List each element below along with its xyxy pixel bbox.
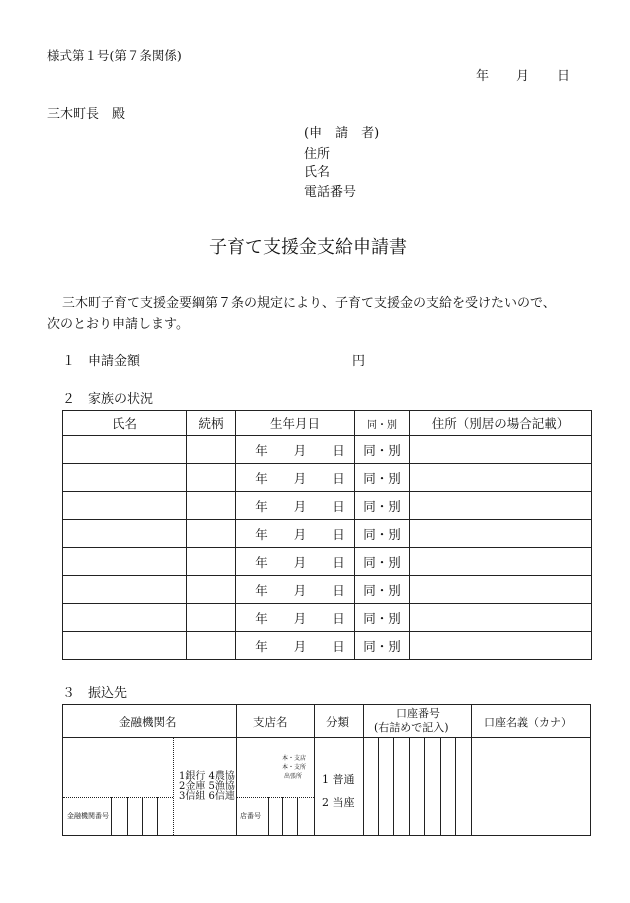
form-number: 様式第１号(第７条関係): [47, 48, 182, 63]
section2-label: ２ 家族の状況: [62, 392, 154, 407]
relationship-cell[interactable]: [187, 464, 236, 492]
birth-day-label: 日: [332, 442, 345, 458]
table-row: [63, 464, 592, 492]
header-account-holder: 口座名義（カナ）: [484, 716, 572, 729]
account-digit-box-3[interactable]: [409, 737, 410, 835]
name-cell[interactable]: [63, 604, 187, 632]
body-text-line1: 三木町子育て支援金要綱第７条の規定により、子育て支援金の支給を受けたいので、: [62, 296, 556, 311]
name-cell[interactable]: [63, 548, 187, 576]
branch-code-box-3[interactable]: [297, 797, 298, 835]
branch-code-separator: [236, 797, 314, 798]
name-cell[interactable]: [63, 632, 187, 660]
birthdate-cell[interactable]: [236, 604, 355, 632]
birth-year-label: 年: [255, 638, 268, 654]
header-name: 氏名: [63, 411, 187, 436]
relationship-cell[interactable]: [187, 436, 236, 464]
account-digit-box-5[interactable]: [440, 737, 441, 835]
relationship-cell[interactable]: [187, 576, 236, 604]
cohabitation-cell[interactable]: 同・別: [355, 548, 410, 576]
account-type-current[interactable]: 2 当座: [322, 796, 355, 809]
bank-header-separator: [63, 737, 590, 738]
header-birthdate: 生年月日: [236, 411, 355, 436]
birth-month-label: 月: [293, 498, 307, 514]
bank-transfer-table: [62, 704, 591, 836]
date-year-label: 年: [476, 69, 490, 84]
applicant-name-label: 氏名: [304, 165, 331, 180]
address-cell[interactable]: [410, 492, 592, 520]
birth-month-label: 月: [293, 610, 307, 626]
table-row: [63, 436, 592, 464]
address-cell[interactable]: [410, 548, 592, 576]
institution-code-box-3[interactable]: [142, 797, 143, 835]
birthdate-cell[interactable]: [236, 576, 355, 604]
amount-unit: 円: [352, 354, 366, 369]
name-cell[interactable]: [63, 492, 187, 520]
account-type-ordinary[interactable]: 1 普通: [322, 773, 355, 786]
header-institution: 金融機関名: [119, 715, 177, 729]
cohabitation-cell[interactable]: 同・別: [355, 492, 410, 520]
institution-code-box-2[interactable]: [127, 797, 128, 835]
address-cell[interactable]: [410, 464, 592, 492]
table-row: [63, 492, 592, 520]
body-text-line2: 次のとおり申請します。: [47, 317, 189, 332]
family-table: [62, 410, 592, 660]
name-cell[interactable]: [63, 436, 187, 464]
birth-year-label: 年: [255, 582, 268, 598]
branch-type-2: 本・支所: [282, 764, 307, 771]
addressee: 三木町長 殿: [47, 107, 126, 122]
birth-day-label: 日: [332, 582, 345, 598]
relationship-cell[interactable]: [187, 632, 236, 660]
date-day-label: 日: [557, 69, 571, 84]
birth-day-label: 日: [332, 470, 345, 486]
birth-year-label: 年: [255, 442, 268, 458]
cohabitation-cell[interactable]: 同・別: [355, 604, 410, 632]
header-cohabitation: 同・別: [355, 411, 410, 436]
birth-month-label: 月: [293, 554, 307, 570]
cohabitation-cell[interactable]: 同・別: [355, 436, 410, 464]
account-digit-box-6[interactable]: [455, 737, 456, 835]
header-address: 住所（別居の場合記載）: [410, 411, 592, 436]
institution-code-label: 金融機関番号: [67, 812, 109, 820]
family-table-header-row: [63, 411, 592, 436]
birth-month-label: 月: [293, 526, 307, 542]
account-digit-box-4[interactable]: [424, 737, 425, 835]
header-branch: 支店名: [253, 715, 288, 729]
table-row: [63, 632, 592, 660]
institution-type-1: 1銀行 4農協: [179, 771, 235, 782]
document-title: 子育て支援金支給申請書: [209, 237, 407, 258]
birthdate-cell[interactable]: [236, 492, 355, 520]
branch-type-1: 本・支店: [282, 755, 307, 762]
birth-year-label: 年: [255, 526, 268, 542]
table-row: [63, 548, 592, 576]
table-row: [63, 520, 592, 548]
institution-code-box-4[interactable]: [157, 797, 158, 835]
birth-month-label: 月: [293, 638, 307, 654]
birthdate-cell[interactable]: [236, 632, 355, 660]
account-digit-box-2[interactable]: [393, 737, 394, 835]
section1-label: １ 申請金額: [62, 354, 141, 369]
branch-code-box-1[interactable]: [268, 797, 269, 835]
birthdate-cell[interactable]: [236, 464, 355, 492]
address-cell[interactable]: [410, 604, 592, 632]
applicant-address-label: 住所: [304, 147, 331, 162]
institution-type-2: 2金庫 5漁協: [179, 781, 235, 792]
name-cell[interactable]: [63, 464, 187, 492]
birth-year-label: 年: [255, 470, 268, 486]
relationship-cell[interactable]: [187, 604, 236, 632]
address-cell[interactable]: [410, 632, 592, 660]
header-account-number-note: (右詰めで記入): [374, 721, 449, 734]
cohabitation-cell[interactable]: 同・別: [355, 576, 410, 604]
branch-code-box-2[interactable]: [282, 797, 283, 835]
header-category: 分類: [326, 715, 349, 729]
birth-day-label: 日: [332, 610, 345, 626]
cohabitation-cell[interactable]: 同・別: [355, 520, 410, 548]
birth-year-label: 年: [255, 554, 268, 570]
table-row: [63, 576, 592, 604]
header-relationship: 続柄: [187, 411, 236, 436]
relationship-cell[interactable]: [187, 492, 236, 520]
divider-category-account: [363, 705, 364, 835]
applicant-phone-label: 電話番号: [304, 185, 357, 200]
birth-day-label: 日: [332, 638, 345, 654]
name-cell[interactable]: [63, 520, 187, 548]
branch-code-label: 店番号: [240, 812, 261, 820]
divider-institution-branch: [236, 705, 237, 835]
relationship-cell[interactable]: [187, 520, 236, 548]
cohabitation-cell[interactable]: 同・別: [355, 632, 410, 660]
section3-label: ３ 振込先: [62, 686, 128, 701]
divider-branch-category: [314, 705, 315, 835]
date-month-label: 月: [516, 69, 530, 84]
birthdate-cell[interactable]: [236, 548, 355, 576]
header-account-number: 口座番号: [396, 707, 440, 720]
relationship-cell[interactable]: [187, 548, 236, 576]
birth-day-label: 日: [332, 526, 345, 542]
cohabitation-cell[interactable]: 同・別: [355, 464, 410, 492]
birth-month-label: 月: [293, 582, 307, 598]
branch-type-3: 出張所: [284, 773, 303, 780]
applicant-role-label: (申 請 者): [304, 126, 380, 141]
name-cell[interactable]: [63, 576, 187, 604]
birth-day-label: 日: [332, 498, 345, 514]
birth-day-label: 日: [332, 554, 345, 570]
account-digit-box-1[interactable]: [378, 737, 379, 835]
institution-type-divider: [173, 737, 174, 835]
birth-year-label: 年: [255, 610, 268, 626]
address-cell[interactable]: [410, 576, 592, 604]
birthdate-cell[interactable]: [236, 436, 355, 464]
table-row: [63, 604, 592, 632]
birth-month-label: 月: [293, 442, 307, 458]
divider-account-holder: [471, 705, 472, 835]
address-cell[interactable]: [410, 436, 592, 464]
institution-code-box-1[interactable]: [111, 797, 112, 835]
address-cell[interactable]: [410, 520, 592, 548]
birth-month-label: 月: [293, 470, 307, 486]
birthdate-cell[interactable]: [236, 520, 355, 548]
institution-type-3: 3信組 6信連: [179, 791, 235, 802]
birth-year-label: 年: [255, 498, 268, 514]
